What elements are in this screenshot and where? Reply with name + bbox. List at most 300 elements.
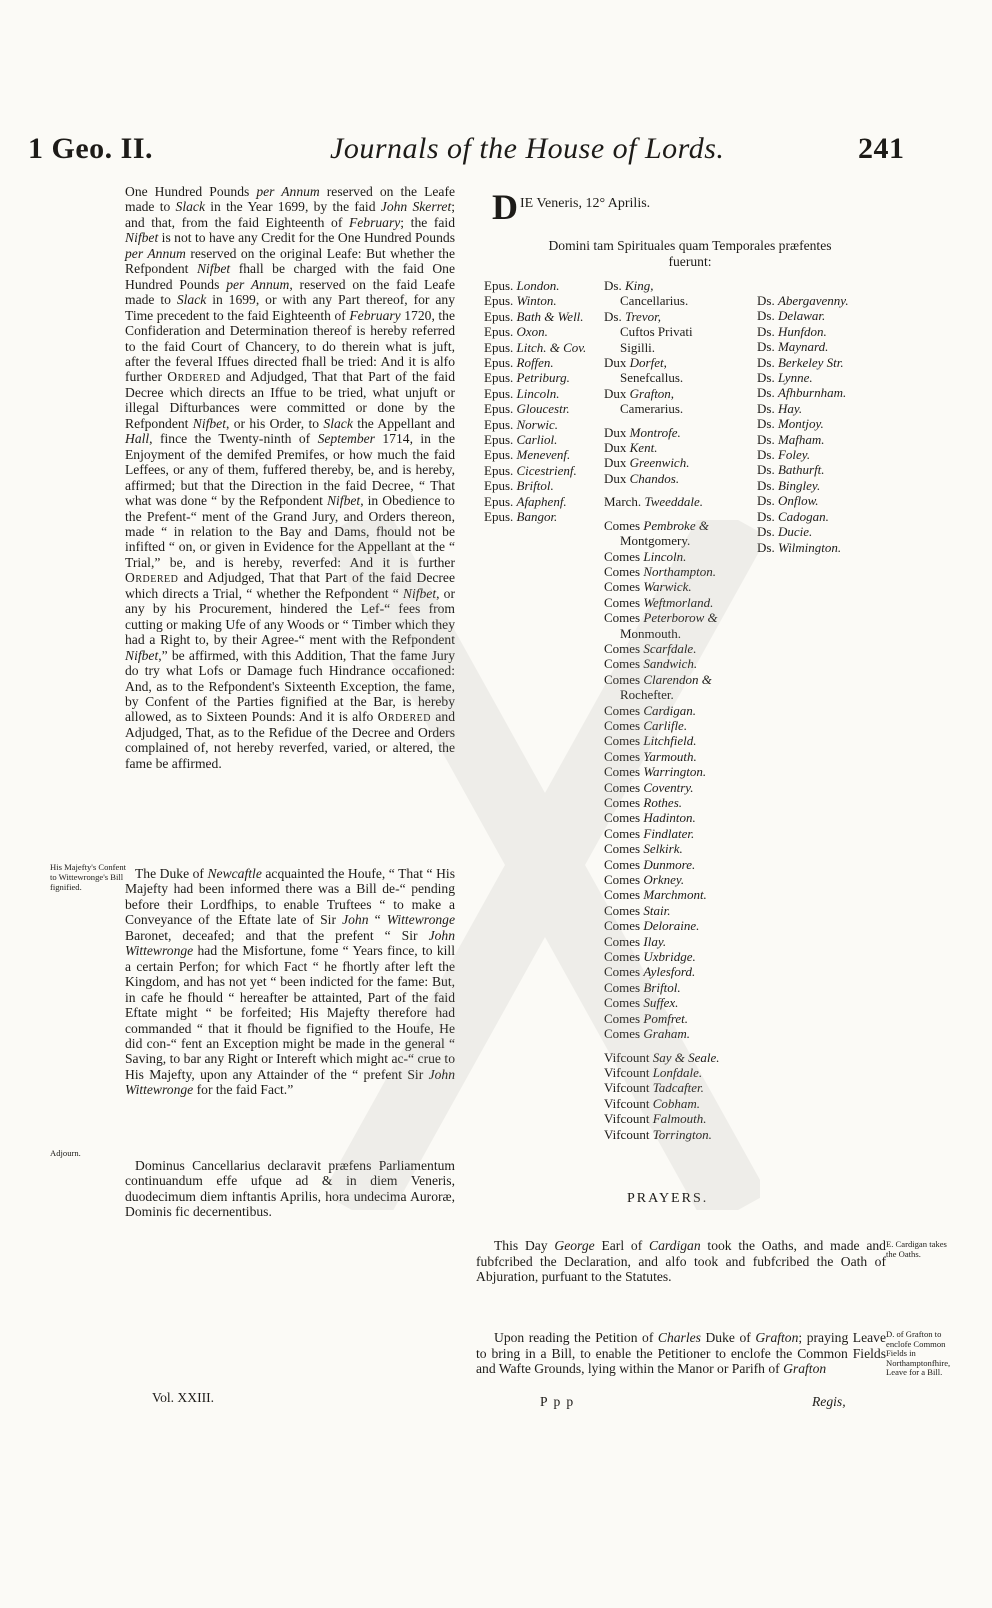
peer-name: Petriburg. <box>516 370 570 386</box>
title-prefix: Ds. <box>757 477 778 493</box>
title-prefix: Comes <box>604 933 644 949</box>
list-item <box>757 432 849 447</box>
title-prefix: Comes <box>604 825 644 841</box>
attendance-line-2: fuerunt: <box>668 254 712 269</box>
peer-name: Chandos. <box>629 470 680 486</box>
paragraph-decree <box>125 184 455 771</box>
list-item <box>484 417 586 432</box>
peer-name: Warwick. <box>643 579 692 595</box>
peer-name: Mafham. <box>777 431 825 447</box>
list-gap <box>604 486 719 494</box>
peer-name: Cadogan. <box>777 508 829 524</box>
italic-run: Slack <box>323 415 353 431</box>
list-item <box>604 1050 719 1065</box>
title-prefix: Ds. <box>757 524 778 540</box>
peer-name: Weftmorland. <box>643 594 714 610</box>
list-item: Sigilli. <box>620 339 656 355</box>
title-prefix: Comes <box>604 563 644 579</box>
peer-name: Kent. <box>629 440 658 456</box>
peer-name: Berkeley Str. <box>777 354 844 370</box>
peer-name: Falmouth. <box>652 1111 707 1127</box>
drop-capital: D <box>492 187 518 227</box>
title-prefix: Ds. <box>757 508 778 524</box>
text-run: and Adjudged, That that Part of the faid Decree which directs an Iffue to be tried, what unjuft or illegal Difturbances were committed or done by the Refpondent <box>125 369 455 431</box>
list-item <box>484 370 586 385</box>
text-run: the Appellant and <box>352 415 455 431</box>
title-prefix: Comes <box>604 671 644 687</box>
peer-name: Hunfdon. <box>777 323 827 339</box>
title-prefix: Dux <box>604 455 630 471</box>
title-prefix: Ds. <box>604 308 625 324</box>
list-item <box>484 401 586 416</box>
italic-run: Cardigan <box>649 1238 701 1253</box>
list-item <box>604 564 719 579</box>
title-prefix: Epus. <box>484 401 517 417</box>
margin-note-grafton: D. of Grafton to enclofe Common Fields in Northamptonfhire, Leave for a Bill. <box>886 1329 951 1378</box>
peer-name: Lincoln. <box>643 548 687 564</box>
text-run: This Day <box>494 1238 555 1253</box>
title-prefix: Vifcount <box>604 1095 653 1111</box>
title-prefix: Epus. <box>484 432 517 448</box>
peer-name: London. <box>516 278 560 293</box>
italic-run: Nifbet <box>326 493 361 509</box>
title-prefix: Epus. <box>484 355 517 371</box>
attendance-line-1: Domini tam Spirituales quam Temporales præfentes <box>548 238 832 253</box>
title-prefix: Dux <box>604 440 630 456</box>
list-item <box>604 278 719 293</box>
title-prefix: Vifcount <box>604 1111 653 1127</box>
peer-name: Menevenf. <box>516 447 571 463</box>
peer-name: Yarmouth. <box>643 748 697 764</box>
peer-name: Winton. <box>516 293 557 309</box>
peer-name: Torrington. <box>652 1126 712 1142</box>
peers-list <box>604 278 719 1142</box>
title-prefix: Ds. <box>757 339 778 355</box>
title-prefix: Dux <box>604 470 630 486</box>
text-run: Dominus Cancellarius declaravit præfens Parliamentum continuandum effe ufque ad & in diem Veneris, duodecimum diem inftantis Aprilis, hora undecima Auroræ, Dominis fic decernentibus. <box>125 1158 455 1220</box>
title-prefix: Comes <box>604 748 644 764</box>
italic-run: Hall <box>125 431 150 447</box>
title-prefix: Ds. <box>757 539 778 555</box>
list-item <box>604 440 719 455</box>
title-prefix: Comes <box>604 717 644 733</box>
title-prefix: Vifcount <box>604 1126 653 1142</box>
day-heading <box>492 187 852 227</box>
list-item: Rochefter. <box>620 687 674 703</box>
list-item <box>484 324 586 339</box>
italic-run: Slack <box>176 292 207 308</box>
peer-name: Abergavenny. <box>777 293 849 308</box>
list-item <box>604 518 719 533</box>
title-prefix: Comes <box>604 548 644 564</box>
title-prefix: Dux <box>604 424 630 440</box>
italic-run: Newcaftle <box>207 866 262 881</box>
title-prefix: Comes <box>604 594 644 610</box>
text-run: acquainted the Houfe, “ That “ His Majefty had been informed there was a Bill de-“ pending before their Lordfhips, to enable Truftees “ to make a Conveyance of the Eftate late of Sir <box>125 866 455 928</box>
list-item <box>484 432 586 447</box>
peer-name: Litchfield. <box>643 733 697 749</box>
peer-name: Foley. <box>777 447 811 463</box>
consent-text <box>125 866 455 1098</box>
text-run: Duke of <box>700 1330 756 1345</box>
peer-name: Dunmore. <box>643 856 696 872</box>
peer-name: Bathurft. <box>777 462 825 478</box>
peer-name: Gloucestr. <box>516 401 570 417</box>
title-of-2: of <box>612 132 637 165</box>
title-prefix: Comes <box>604 1010 644 1026</box>
peer-name: Grafton, <box>629 385 675 401</box>
peer-name: Onflow. <box>777 493 819 509</box>
peer-name: Ducie. <box>777 524 813 540</box>
paragraph-adjourn <box>125 1158 455 1220</box>
list-item <box>757 385 849 400</box>
text-run: had the Misfortune, fome “ Years fince, to kill a certain Perfon; for which Fact “ he fhortly after left the Kingdom, and has not yet “ been indicted for the fame: But, in cafe he fhould “ hereafter be attainted, Part of the faid Eftate might “ be forfeited; His Majefty therefore had commanded “ that it fhould be fignified to the Houfe, He did con-“ fent an Exception might be made in the general “ Saving, to bar any Right or Intereft which might ac-“ crue to His Majefty, upon any Attainder of the “ prefent Sir <box>125 943 455 1082</box>
list-item <box>484 355 586 370</box>
margin-note-consent: His Majefty's Confent to Wittewronge's Bill fignified. <box>50 862 127 892</box>
list-item <box>757 493 849 508</box>
list-item <box>757 324 849 339</box>
list-item <box>604 903 719 918</box>
title-prefix: Epus. <box>484 416 517 432</box>
title-lords: Lords. <box>645 132 725 165</box>
list-item <box>604 995 719 1010</box>
text-run: , or his Order, to <box>226 415 324 431</box>
peer-name: Warrington. <box>643 764 707 780</box>
italic-run: Charles <box>657 1330 701 1345</box>
list-item <box>604 718 719 733</box>
title-prefix: Comes <box>604 856 644 872</box>
title-prefix: Comes <box>604 949 644 965</box>
list-item <box>484 478 586 493</box>
list-item <box>757 540 849 555</box>
title-prefix: Comes <box>604 810 644 826</box>
text-run: ; the faid <box>400 214 456 230</box>
text-run: “ <box>368 912 387 928</box>
list-item <box>604 780 719 795</box>
title-prefix: Comes <box>604 640 644 656</box>
list-item <box>484 509 586 524</box>
list-item <box>604 1080 719 1095</box>
text-run: , reserved on the faid Leafe made to <box>125 276 455 308</box>
bishops-list <box>484 278 586 525</box>
list-item <box>604 595 719 610</box>
peer-name: Deloraine. <box>643 918 700 934</box>
list-gap <box>604 417 719 425</box>
list-item <box>484 293 586 308</box>
title-prefix: Epus. <box>484 293 517 309</box>
title-prefix: Ds. <box>757 416 778 432</box>
list-gap <box>604 1042 719 1050</box>
list-item: Monmouth. <box>620 625 682 641</box>
peer-name: King, <box>624 278 654 293</box>
list-item <box>757 509 849 524</box>
title-prefix: Comes <box>604 702 644 718</box>
list-item <box>757 478 849 493</box>
peer-name: Oxon. <box>516 324 548 340</box>
title-prefix: Comes <box>604 610 644 626</box>
list-item <box>604 703 719 718</box>
title-prefix: Ds. <box>757 293 778 308</box>
text-run: is not to have any Credit for the One Hundred Pounds <box>158 230 455 246</box>
italic-run: Wittewronge <box>386 912 455 928</box>
title-prefix: Epus. <box>484 509 517 525</box>
grafton-text <box>476 1330 886 1377</box>
list-item <box>757 308 849 323</box>
list-item: Cancellarius. <box>620 293 689 309</box>
peer-name: Cobham. <box>652 1095 700 1111</box>
italic-run: Nifbet <box>196 261 231 277</box>
day-heading-text: IE Veneris, 12° Aprilis. <box>520 196 651 211</box>
peer-name: Delawar. <box>777 308 826 324</box>
list-item <box>604 733 719 748</box>
running-head-regnal: 1 Geo. II. <box>28 132 153 165</box>
small-caps-run: Ordered <box>125 570 179 586</box>
margin-note-adjourn: Adjourn. <box>50 1148 81 1158</box>
list-item <box>484 340 586 355</box>
list-item <box>484 386 586 401</box>
list-item <box>604 425 719 440</box>
title-prefix: Comes <box>604 918 644 934</box>
peer-name: Afhburnham. <box>777 385 847 401</box>
catchword: Regis, <box>812 1394 846 1409</box>
peer-name: Pembroke & <box>643 517 709 533</box>
list-item <box>484 278 586 293</box>
peer-name: Lynne. <box>777 370 813 386</box>
text-run: and Adjudged, That, as to the Refidue of the Decree and Orders complained of, not hereby reverfed, varied, or altered, the fame be affirmed. <box>125 709 455 771</box>
peer-name: Clarendon & <box>643 671 712 687</box>
italic-run: John Wittewronge <box>125 1066 455 1098</box>
title-prefix: Comes <box>604 872 644 888</box>
peer-name: Findlater. <box>643 825 695 841</box>
italic-run: John <box>342 912 369 928</box>
italic-run: Nifbet <box>125 230 159 246</box>
peer-name: Rothes. <box>643 795 683 810</box>
title-prefix: Dux <box>604 385 630 401</box>
text-run: in the Year 1699, by the faid <box>205 199 381 215</box>
peer-name: Suffex. <box>643 995 679 1011</box>
title-prefix: Ds. <box>757 308 778 324</box>
text-run: in 1699, or with any Part thereof, for any Time precedent to the faid Eighteenth of <box>125 292 455 323</box>
list-item <box>604 610 719 625</box>
list-item <box>604 455 719 470</box>
list-item <box>604 549 719 564</box>
title-prefix: Comes <box>604 887 644 903</box>
list-item <box>757 339 849 354</box>
list-item: Senefcallus. <box>620 370 684 386</box>
title-prefix: Ds. <box>757 385 778 401</box>
list-item <box>604 887 719 902</box>
text-run: , or any by his Procurement, hindered the Lef-“ fees from cutting or making Ufe of any Woods or “ Timber which they had a Right to, by their Agree-“ ment with the Refpondent <box>125 585 456 648</box>
list-item <box>604 386 719 401</box>
title-prefix: Comes <box>604 733 644 749</box>
title-prefix: Comes <box>604 795 644 810</box>
peer-name: Marchmont. <box>643 887 707 903</box>
list-item <box>484 494 586 509</box>
title-prefix: Ds. <box>757 400 778 416</box>
title-prefix: Dux <box>604 355 630 371</box>
peer-name: Coventry. <box>643 779 694 795</box>
peer-name: Maynard. <box>777 339 829 355</box>
peer-name: Tadcafter. <box>652 1080 704 1096</box>
signature-mark: Ppp <box>540 1394 580 1409</box>
list-item <box>604 764 719 779</box>
title-prefix: Epus. <box>484 447 517 463</box>
italic-run: John Wittewronge <box>125 927 455 959</box>
peer-name: Peterborow & <box>643 610 718 626</box>
prayers-heading: PRAYERS. <box>627 1191 709 1206</box>
running-head-title <box>330 132 724 166</box>
title-prefix: Comes <box>604 779 644 795</box>
list-item <box>604 934 719 949</box>
peer-name: Ilay. <box>643 933 667 949</box>
italic-run: John Skerret <box>380 199 452 215</box>
title-prefix: Ds. <box>757 447 778 463</box>
italic-run: per Annum <box>256 184 320 199</box>
list-item <box>604 579 719 594</box>
decree-text <box>125 184 455 771</box>
adjourn-text <box>125 1158 455 1220</box>
text-run: The Duke of <box>135 866 208 881</box>
peer-name: Hay. <box>777 400 803 416</box>
peer-name: Norwic. <box>516 416 559 432</box>
list-item <box>604 641 719 656</box>
list-item <box>757 293 849 308</box>
text-run: , in Obedience to the Prefent-“ ment of the Grand Jury, and Orders thereon, made “ in relation to the Bay and Dams, fhould not be infifted “ on, or given in Evidence for the Appellant at the “ Trial,” be, and is hereby, reverfed: And it is further <box>125 493 455 570</box>
text-run: 1720, the Confideration and Determination thereof is hereby referred to the faid Court of Chancery, to do therein what is juft, after the feveral Iffues directed fhall be tried: And it is alfo further <box>125 307 455 385</box>
peer-name: Northampton. <box>643 563 716 579</box>
title-prefix: Epus. <box>484 308 517 324</box>
peer-name: Carlifle. <box>643 717 688 733</box>
peer-name: Briftol. <box>643 979 681 995</box>
paragraph-grafton <box>476 1330 886 1377</box>
title-prefix: Ds. <box>757 370 778 386</box>
peer-name: Lincoln. <box>516 385 560 401</box>
list-item <box>604 949 719 964</box>
peer-name: Scarfdale. <box>643 640 697 656</box>
title-prefix: Ds. <box>757 431 778 447</box>
list-item: Cuftos Privati <box>620 324 693 340</box>
list-item <box>604 872 719 887</box>
list-item <box>757 447 849 462</box>
title-prefix: Vifcount <box>604 1064 653 1080</box>
list-item <box>604 810 719 825</box>
title-prefix: Comes <box>604 656 644 672</box>
italic-run: Grafton <box>783 1361 827 1376</box>
title-prefix: Comes <box>604 964 644 980</box>
peer-name: Cardigan. <box>643 702 696 718</box>
title-journals: Journals <box>330 132 439 165</box>
cardigan-text <box>476 1238 886 1285</box>
list-item <box>604 1065 719 1080</box>
list-item <box>604 1127 719 1142</box>
italic-run: per Annum <box>226 276 290 292</box>
italic-run: February <box>349 307 401 323</box>
list-item <box>604 841 719 856</box>
title-prefix: Comes <box>604 979 644 995</box>
page-number: 241 <box>858 132 905 165</box>
text-run: fhall be charged with the faid One Hundred Pounds <box>125 261 456 292</box>
title-prefix: Epus. <box>484 385 517 401</box>
peer-name: Montrofe. <box>629 424 681 440</box>
title-prefix: Comes <box>604 579 644 595</box>
title-of: of <box>447 132 472 165</box>
title-prefix: Epus. <box>484 278 517 293</box>
list-item <box>604 309 719 324</box>
list-item <box>484 463 586 478</box>
italic-run: Nifbet <box>125 647 159 663</box>
peer-name: Tweeddale. <box>644 494 704 510</box>
italic-run: Grafton <box>755 1330 799 1345</box>
text-run: took the Oaths, and made and fubfcribed the Declaration, and alfo took and fubfcribed the Oath of Abjuration, purfuant to the Statutes. <box>476 1238 886 1284</box>
title-prefix: Comes <box>604 995 644 1011</box>
title-prefix: Vifcount <box>604 1049 653 1065</box>
list-item <box>604 656 719 671</box>
list-item <box>604 355 719 370</box>
peer-name: Say & Seale. <box>652 1049 720 1065</box>
peer-name: Dorfet, <box>629 355 667 371</box>
italic-run: Nifbet <box>192 415 226 431</box>
paragraph-cardigan <box>476 1238 886 1285</box>
peer-name: Bath & Well. <box>516 308 584 324</box>
peer-name: Uxbridge. <box>643 949 696 965</box>
list-item <box>757 462 849 477</box>
text-run: ; praying Leave to bring in a Bill, to enable the Petitioner to enclofe the Common Fields and Wafte Grounds, lying within the Manor or Parifh of <box>476 1330 886 1376</box>
italic-run: February <box>348 214 401 230</box>
text-run: Upon reading the Petition of <box>494 1330 658 1345</box>
list-item <box>604 857 719 872</box>
peer-name: Greenwich. <box>629 455 690 471</box>
list-item <box>604 1026 719 1041</box>
title-the: the <box>479 132 518 165</box>
peer-name: Stair. <box>643 902 671 918</box>
text-run: for the faid Fact.” <box>193 1082 294 1098</box>
list-item <box>757 401 849 416</box>
list-item <box>757 416 849 431</box>
peer-name: Graham. <box>643 1026 690 1042</box>
list-item <box>604 1111 719 1126</box>
italic-run: George <box>554 1238 595 1253</box>
title-prefix: Vifcount <box>604 1080 653 1096</box>
text-run: ,” be affirmed, with this Addition, That the fame Jury do try what Lofs or Damage fuch Hindrance occafioned: And, as to the Refpondent's Sixteenth Exception, the fame, by Confent of the Parties fignified at the Bar, is hereby allowed, as to Sixteen Pounds: And it is alfo <box>125 647 455 725</box>
small-caps-run: Ordered <box>167 369 221 385</box>
title-prefix: Epus. <box>484 339 517 355</box>
peer-name: Orkney. <box>643 872 685 888</box>
text-run: reserved on the Leafe made to <box>125 184 456 215</box>
list-item: Camerarius. <box>620 401 684 417</box>
peer-name: Montjoy. <box>777 416 824 432</box>
list-item <box>604 918 719 933</box>
list-item <box>484 447 586 462</box>
title-prefix: Epus. <box>484 370 517 386</box>
title-prefix: Epus. <box>484 462 517 478</box>
list-item <box>604 964 719 979</box>
peer-name: Trevor, <box>624 308 661 324</box>
italic-run: Slack <box>175 199 205 215</box>
title-prefix: Epus. <box>484 478 517 494</box>
list-item <box>604 471 719 486</box>
title-prefix: March. <box>604 494 645 510</box>
list-item <box>604 826 719 841</box>
text-run: One Hundred Pounds <box>125 184 257 199</box>
peer-name: Roffen. <box>516 355 554 371</box>
list-item <box>757 355 849 370</box>
peer-name: Hadinton. <box>643 810 696 826</box>
title-prefix: Comes <box>604 841 644 857</box>
title-prefix: Comes <box>604 902 644 918</box>
barons-list <box>757 293 849 555</box>
list-gap <box>604 510 719 518</box>
text-run: reserved on the original Leafe: But whether the Refpondent <box>125 245 455 277</box>
